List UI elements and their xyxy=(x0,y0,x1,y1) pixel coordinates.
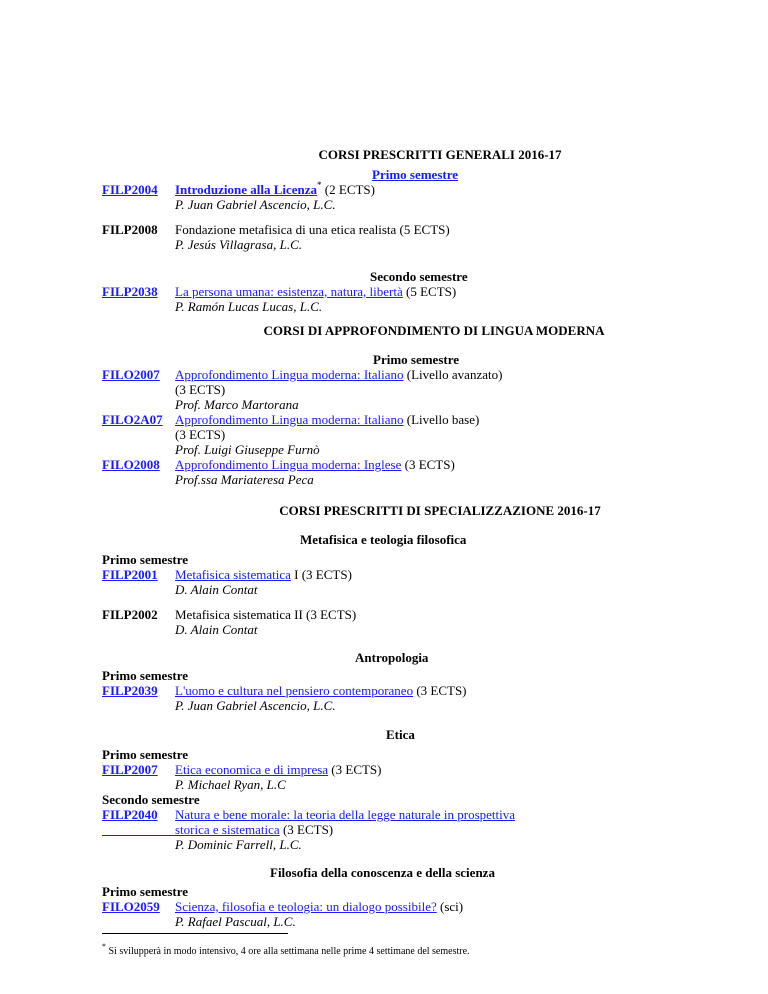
course-title-link[interactable]: Introduzione alla Licenza xyxy=(175,182,318,197)
course-FILP2001 xyxy=(175,567,352,582)
semester-heading-general-1[interactable]: Primo semestre xyxy=(372,167,459,182)
footnote xyxy=(102,941,470,959)
section-title-general: CORSI PRESCRITTI GENERALI 2016-17 xyxy=(318,147,562,162)
course-title-link-line2[interactable]: storica e sistematica xyxy=(175,822,280,837)
course-ects: (5 ECTS) xyxy=(402,284,457,299)
course-code-FILP2002: FILP2002 xyxy=(102,607,158,622)
course-professor: P. Ramón Lucas Lucas, L.C. xyxy=(175,299,323,314)
course-ects: (3 ECTS) xyxy=(279,822,334,837)
course-suffix: (sci) xyxy=(436,899,464,914)
course-professor: D. Alain Contat xyxy=(175,622,258,637)
course-title: Metafisica sistematica II (3 ECTS) xyxy=(175,607,357,622)
course-code-FILP2039[interactable]: FILP2039 xyxy=(102,683,158,698)
semester-heading-lingua-1: Primo semestre xyxy=(373,352,460,367)
semester-heading: Primo semestre xyxy=(102,747,189,762)
area-heading-antropologia: Antropologia xyxy=(355,650,429,665)
course-FILO2007 xyxy=(175,367,502,382)
course-code-FILP2008: FILP2008 xyxy=(102,222,158,237)
course-ects: (3 ECTS) xyxy=(413,683,467,698)
section-title-spec: CORSI PRESCRITTI DI SPECIALIZZAZIONE 2016-17 xyxy=(279,503,601,518)
semester-heading: Primo semestre xyxy=(102,884,189,899)
course-FILP2004 xyxy=(175,179,375,197)
course-title-link[interactable]: L'uomo e cultura nel pensiero contemporaneo xyxy=(175,683,414,698)
course-code-FILP2007[interactable]: FILP2007 xyxy=(102,762,158,777)
course-title-link[interactable]: Approfondimento Lingua moderna: Inglese xyxy=(175,457,402,472)
course-FILO2A07 xyxy=(175,412,479,427)
course-ects: (2 ECTS) xyxy=(321,182,375,197)
footnote-mark: * xyxy=(102,941,106,951)
course-code-FILO2008[interactable]: FILO2008 xyxy=(102,457,160,472)
course-FILP2039 xyxy=(175,683,467,698)
semester-heading-general-2: Secondo semestre xyxy=(370,269,468,284)
section-title-lingua: CORSI DI APPROFONDIMENTO DI LINGUA MODERNA xyxy=(263,323,605,338)
course-title-link[interactable]: Scienza, filosofia e teologia: un dialogo possibile? xyxy=(175,899,437,914)
course-professor: P. Dominic Farrell, L.C. xyxy=(175,837,302,852)
course-FILO2008 xyxy=(175,457,455,472)
course-title-link[interactable]: Etica economica e di impresa xyxy=(175,762,329,777)
course-title-link[interactable]: Metafisica sistematica xyxy=(175,567,291,582)
course-ects: (3 ECTS) xyxy=(175,382,226,397)
course-professor: D. Alain Contat xyxy=(175,582,258,597)
course-code-FILP2040[interactable]: FILP2040 xyxy=(102,807,158,822)
course-professor: P. Juan Gabriel Ascencio, L.C. xyxy=(175,698,336,713)
course-title-link[interactable]: Approfondimento Lingua moderna: Italiano xyxy=(175,412,404,427)
course-level: (Livello avanzato) xyxy=(403,367,503,382)
course-professor: Prof. Luigi Giuseppe Furnò xyxy=(175,442,320,457)
footnote-text: Si svilupperà in modo intensivo, 4 ore alla settimana nelle prime 4 settimane del semestre. xyxy=(106,946,470,957)
course-title: Fondazione metafisica di una etica realista (5 ECTS) xyxy=(175,222,450,237)
course-professor: P. Rafael Pascual, L.C. xyxy=(175,914,296,929)
course-FILO2059 xyxy=(175,899,463,914)
course-FILP2007 xyxy=(175,762,382,777)
footnote-ref[interactable]: * xyxy=(317,179,322,190)
course-FILP2038 xyxy=(175,284,456,299)
course-ects: (3 ECTS) xyxy=(175,427,226,442)
semester-heading: Primo semestre xyxy=(102,668,189,683)
course-code-FILP2001[interactable]: FILP2001 xyxy=(102,567,158,582)
course-ects: (3 ECTS) xyxy=(328,762,382,777)
area-heading-etica: Etica xyxy=(386,727,415,742)
course-title-link[interactable]: La persona umana: esistenza, natura, libertà xyxy=(175,284,403,299)
area-heading-conoscenza: Filosofia della conoscenza e della scienza xyxy=(270,865,495,880)
course-title-link[interactable]: Approfondimento Lingua moderna: Italiano xyxy=(175,367,404,382)
course-code-FILP2004[interactable]: FILP2004 xyxy=(102,182,158,197)
course-title-link-line1[interactable]: Natura e bene morale: la teoria della legge naturale in prospettiva xyxy=(175,807,516,822)
course-ects: (3 ECTS) xyxy=(401,457,455,472)
course-professor: P. Jesús Villagrasa, L.C. xyxy=(175,237,303,252)
course-code-FILO2A07[interactable]: FILO2A07 xyxy=(102,412,163,427)
semester-heading: Secondo semestre xyxy=(102,792,200,807)
course-professor: Prof. Marco Martorana xyxy=(175,397,299,412)
course-level: (Livello base) xyxy=(403,412,480,427)
course-FILP2040 xyxy=(175,822,333,837)
course-code-FILP2038[interactable]: FILP2038 xyxy=(102,284,158,299)
course-professor: P. Juan Gabriel Ascencio, L.C. xyxy=(175,197,336,212)
course-professor: P. Michael Ryan, L.C xyxy=(175,777,286,792)
course-code-FILO2007[interactable]: FILO2007 xyxy=(102,367,160,382)
footnote-separator xyxy=(102,933,288,934)
semester-heading: Primo semestre xyxy=(102,552,189,567)
link-underline xyxy=(102,835,175,836)
course-professor: Prof.ssa Mariateresa Peca xyxy=(175,472,314,487)
course-ects: I (3 ECTS) xyxy=(290,567,352,582)
area-heading-metafisica: Metafisica e teologia filosofica xyxy=(300,532,467,547)
course-code-FILO2059[interactable]: FILO2059 xyxy=(102,899,160,914)
